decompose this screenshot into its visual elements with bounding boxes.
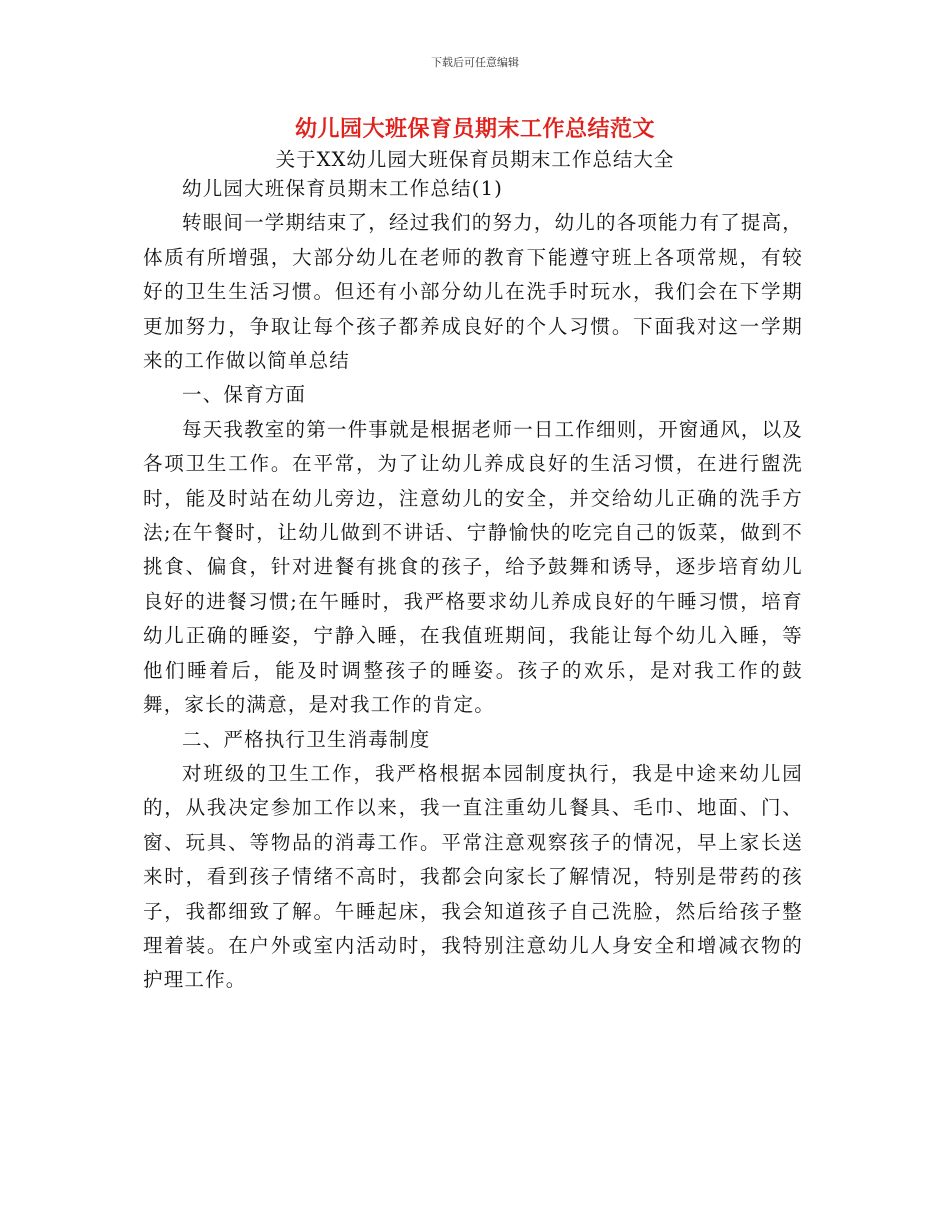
document-title: 幼儿园大班保育员期末工作总结范文 [294, 117, 655, 142]
section-heading: 一、保育方面 [182, 383, 307, 407]
body-paragraph: 每天我教室的第一件事就是根据老师一日工作细则，开窗通风，以及各项卫生工作。在平常，为了让幼儿养成良好的生活习惯，在进行盥洗时，能及时站在幼儿旁边，注意幼儿的安全，并交给幼儿正确的洗手方法;在午餐时，让幼儿做到不讲话、宁静愉快的吃完自己的饭菜，做到不挑食、偏食，针对进餐有挑食的孩子，给予鼓舞和诱导，逐步培育幼儿良好的进餐习惯;在午睡时，我严格要求幼儿养成良好的午睡习惯，培育幼儿正确的睡姿，宁静入睡，在我值班期间，我能让每个幼儿入睡，等他们睡着后，能及时调整孩子的睡姿。孩子的欢乐，是对我工作的鼓舞，家长的满意，是对我工作的肯定。 [143, 417, 804, 717]
body-paragraph: 转眼间一学期结束了，经过我们的努力，幼儿的各项能力有了提高，体质有所增强，大部分幼儿在老师的教育下能遵守班上各项常规，有较好的卫生生活习惯。但还有小部分幼儿在洗手时玩水，我们会在下学期更加努力，争取让每个孩子都养成良好的个人习惯。下面我对这一学期来的工作做以简单总结 [143, 211, 804, 373]
header-note: 下载后可任意编辑 [431, 56, 519, 69]
document-body [143, 172, 803, 998]
section-heading: 二、严格执行卫生消毒制度 [182, 727, 431, 751]
body-paragraph: 对班级的卫生工作，我严格根据本园制度执行，我是中途来幼儿园的，从我决定参加工作以来，我一直注重幼儿餐具、毛巾、地面、门、窗、玩具、等物品的消毒工作。平常注意观察孩子的情况，早上家长送来时，看到孩子情绪不高时，我都会向家长了解情况，特别是带药的孩子，我都细致了解。午睡起床，我会知道孩子自己洗脸，然后给孩子整理着装。在户外或室内活动时，我特别注意幼儿人身安全和增减衣物的护理工作。 [143, 761, 803, 992]
section-heading: 幼儿园大班保育员期末工作总结(1) [182, 177, 504, 200]
document-subtitle: 关于XX幼儿园大班保育员期末工作总结大全 [275, 148, 675, 171]
